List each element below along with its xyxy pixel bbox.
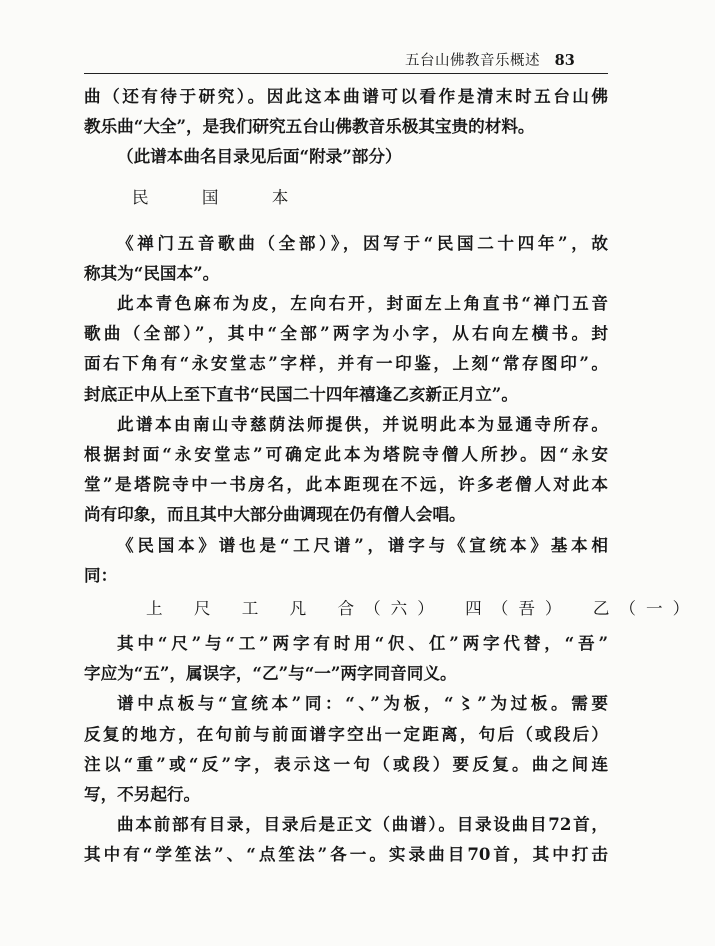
- paragraph-1: [84, 81, 608, 141]
- notation-symbol: 工: [241, 599, 269, 619]
- paragraph-7: [84, 688, 608, 809]
- notation-symbol: 合（六）: [337, 599, 444, 619]
- text-line: 根据封面“永安堂志”可确定此本为塔院寺僧人所抄。因“永安: [84, 444, 608, 465]
- text-line: 此谱本由南山寺慈荫法师提供，并说明此本为显通寺所存。: [117, 413, 608, 434]
- notation-symbol: 凡: [289, 599, 317, 619]
- catalog-note: [84, 141, 608, 171]
- text-line: 《民国本》谱也是“工尺谱”，谱字与《宣统本》基本相: [117, 534, 608, 555]
- notation-symbol: 乙（一）: [592, 599, 700, 619]
- running-header-title: 五台山佛教音乐概述: [405, 53, 540, 69]
- header-rule: [84, 73, 608, 74]
- text-line: 同：: [84, 564, 118, 585]
- text-line: 封底正中从上至下直书“民国二十四年禧逢乙亥新正月立”。: [84, 383, 518, 404]
- text-line: 堂”是塔院寺中一书房名，此本距现在不远，许多老僧人对此本: [84, 474, 608, 495]
- text-line: （此谱本曲名目录见后面“附录”部分）: [117, 146, 402, 167]
- notation-symbol: 上: [146, 599, 173, 619]
- paragraph-2: [84, 228, 608, 288]
- text-line: 反复的地方，在句前与前面谱字空出一定距离，句后（或段后）: [84, 723, 608, 744]
- paragraph-5: [84, 530, 608, 590]
- text-line: 歌曲（全部）”，其中“全部”两字为小字，从右向左横书。封: [84, 323, 608, 344]
- notation-symbols-row: [84, 590, 700, 628]
- text-line: 《禅门五音歌曲（全部）》，因写于“民国二十四年”，故: [117, 232, 608, 253]
- section-heading: 民 国 本: [132, 187, 313, 207]
- notation-symbol: 四（吾）: [465, 599, 572, 619]
- paragraph-3: [84, 288, 608, 409]
- text-line: 尚有印象，而且其中大部分曲调现在仍有僧人会唱。: [84, 504, 466, 525]
- running-header: [405, 50, 605, 72]
- text-line: 其中有“学笙法”、“点笙法”各一。实录曲目70首，其中打击: [84, 844, 608, 865]
- page-number: 83: [554, 52, 575, 69]
- text-line: 曲（还有待于研究）。因此这本曲谱可以看作是清末时五台山佛: [84, 86, 608, 106]
- paragraph-8: [84, 809, 608, 869]
- text-line: 教乐曲“大全”，是我们研究五台山佛教音乐极其宝贵的材料。: [84, 116, 535, 137]
- paragraph-4: [84, 409, 608, 530]
- body-text: [84, 81, 700, 870]
- text-line: 其中“尺”与“工”两字有时用“伬、仜”两字代替，“吾”: [117, 633, 608, 654]
- text-line: 曲本前部有目录，目录后是正文（曲谱）。目录设曲目72首，: [117, 814, 608, 835]
- text-line: 谱中点板与“宣统本”同：“、”为板，“〻”为过板。需要: [117, 693, 608, 714]
- notation-symbol: 尺: [193, 599, 221, 619]
- paragraph-6: [84, 628, 608, 688]
- text-line: 写，不另起行。: [84, 784, 201, 805]
- text-line: 字应为“五”，属误字，“乙”与“一”两字同音同义。: [84, 663, 457, 684]
- text-line: 面右下角有“永安堂志”字样，并有一印鉴，上刻“常存图印”。: [84, 353, 608, 374]
- text-line: 注以“重”或“反”字，表示这一句（或段）要反复。曲之间连: [84, 753, 608, 774]
- text-line: 称其为“民国本”。: [84, 262, 220, 283]
- text-line: 此本青色麻布为皮，左向右开，封面左上角直书“禅门五音: [117, 293, 608, 314]
